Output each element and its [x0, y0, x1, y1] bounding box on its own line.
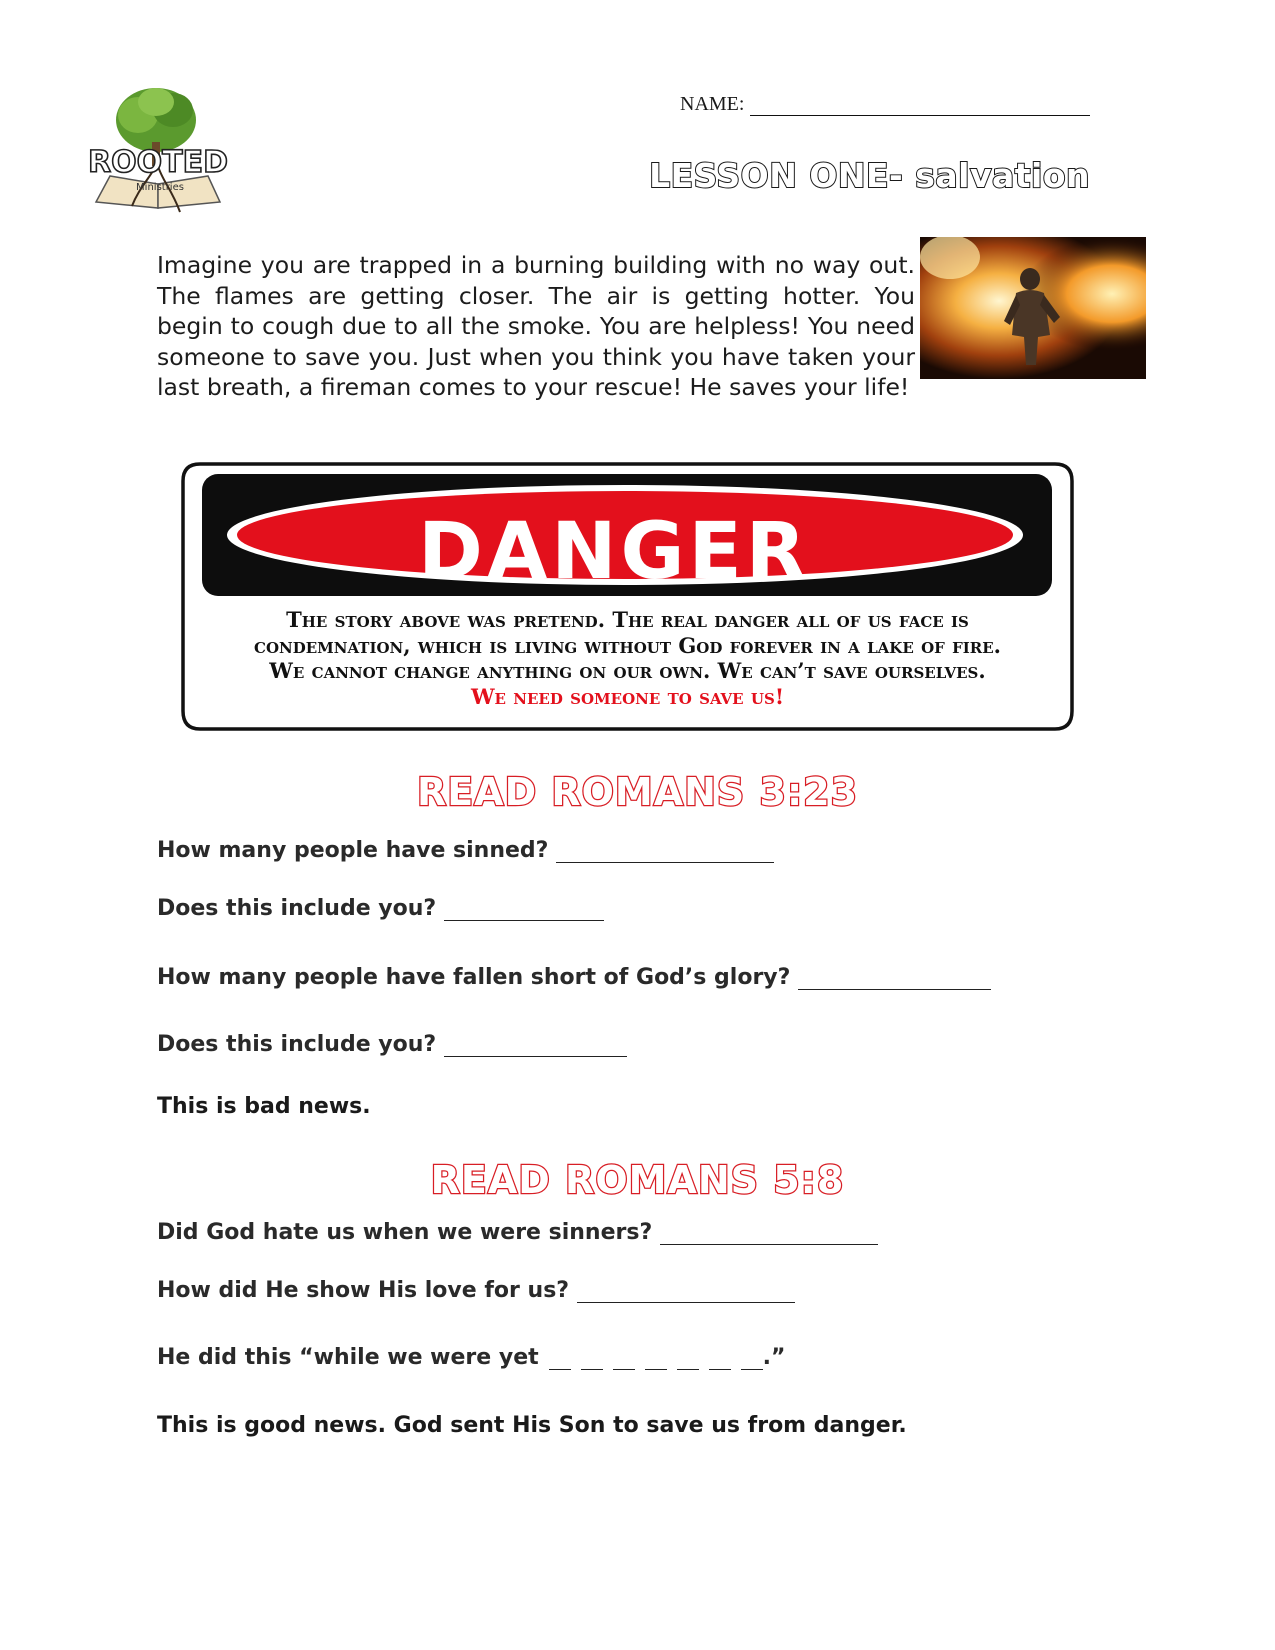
- answer-blank[interactable]: [798, 971, 991, 990]
- letter-blank-6[interactable]: [709, 1351, 731, 1370]
- letter-blank-4[interactable]: [645, 1351, 667, 1370]
- logo-wordmark: ROOTED: [88, 145, 228, 180]
- logo-subtitle: Ministries: [136, 182, 184, 193]
- question-include-you-1: [157, 896, 604, 921]
- question-text: How did He show His love for us?: [157, 1278, 570, 1303]
- question-text: How many people have sinned?: [157, 838, 549, 863]
- name-label: NAME:: [680, 93, 745, 115]
- romans-5-8-heading: READ ROMANS 5:8: [430, 1158, 845, 1202]
- danger-line-1: The story above was pretend. The real danger all of us face is: [286, 607, 969, 632]
- danger-message: [180, 607, 1075, 709]
- fireman-photo: [920, 237, 1146, 379]
- question-text: How many people have fallen short of God’s glory?: [157, 965, 791, 990]
- fill-in-prefix: He did this “while we were yet: [157, 1345, 539, 1370]
- letter-blank-3[interactable]: [613, 1351, 635, 1370]
- question-include-you-2: [157, 1032, 627, 1057]
- lesson-title: LESSON ONE- salvation: [649, 156, 1090, 195]
- question-text: Does this include you?: [157, 896, 437, 921]
- danger-line-2: condemnation, which is living without God forever in a lake of fire.: [254, 632, 1001, 658]
- answer-blank[interactable]: [577, 1284, 795, 1303]
- good-news-statement: This is good news. God sent His Son to save us from danger.: [157, 1413, 907, 1438]
- rooted-ministries-logo: [88, 80, 228, 220]
- danger-line-4: We need someone to save us!: [470, 683, 785, 709]
- question-fallen-short: [157, 965, 991, 990]
- question-did-god-hate: [157, 1220, 878, 1245]
- letter-blank-1[interactable]: [549, 1351, 571, 1370]
- question-show-love: [157, 1278, 795, 1303]
- danger-headline: DANGER: [418, 507, 810, 597]
- answer-blank[interactable]: [556, 844, 774, 863]
- fill-in-while-we-were-yet: [157, 1345, 785, 1370]
- danger-sign: [180, 461, 1085, 731]
- question-text: Did God hate us when we were sinners?: [157, 1220, 653, 1245]
- question-how-many-sinned: [157, 838, 774, 863]
- letter-blank-2[interactable]: [581, 1351, 603, 1370]
- answer-blank[interactable]: [444, 1038, 627, 1057]
- letter-blank-5[interactable]: [677, 1351, 699, 1370]
- intro-paragraph: Imagine you are trapped in a burning building with no way out. The flames are getting closer. The air is getting hotter. You begin to cough due to all the smoke. You are helpless! You need someone to save you. Just when you think you have taken your last breath, a fireman comes to your rescue! He saves your life!: [157, 251, 915, 401]
- romans-3-23-heading: READ ROMANS 3:23: [416, 770, 859, 814]
- danger-line-3: We cannot change anything on our own. We can’t save ourselves.: [269, 658, 986, 683]
- question-text: Does this include you?: [157, 1032, 437, 1057]
- letter-blank-7[interactable]: [741, 1351, 763, 1370]
- name-input-line[interactable]: [750, 95, 1090, 116]
- name-field[interactable]: [680, 86, 1090, 116]
- answer-blank[interactable]: [444, 902, 604, 921]
- answer-blank[interactable]: [660, 1226, 878, 1245]
- bad-news-statement: This is bad news.: [157, 1094, 371, 1119]
- fill-in-suffix: .”: [762, 1345, 786, 1370]
